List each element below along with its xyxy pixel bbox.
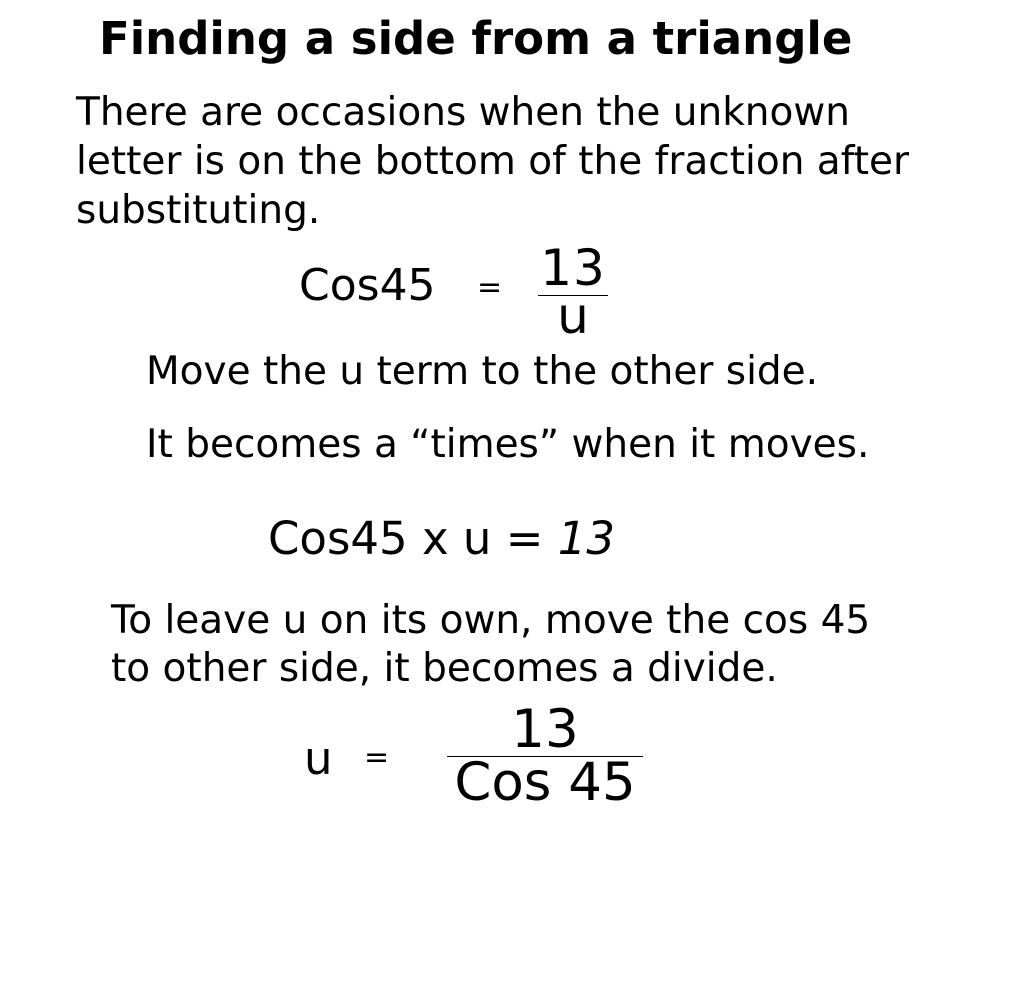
leave-paragraph [111, 597, 991, 693]
equation2 [268, 512, 615, 566]
step-times-text: It becomes a “times” when it moves. [146, 422, 870, 467]
page-title: Finding a side from a triangle [99, 12, 853, 65]
equation3-fraction [447, 699, 643, 813]
equation1-fraction [538, 239, 608, 345]
equation1-equals-sign: = [477, 270, 503, 305]
leave-line: To leave u on its own, move the cos 45 [111, 598, 871, 643]
leave-line: to other side, it becomes a divide. [111, 646, 778, 691]
equation3-numerator: 13 [511, 699, 579, 760]
equation1-numerator: 13 [540, 239, 606, 297]
intro-line: letter is on the bottom of the fraction after [76, 139, 910, 184]
equation1-lhs: Cos45 [299, 260, 436, 311]
equation2-rhs: 13 [557, 512, 616, 565]
equation3-lhs: u [304, 732, 333, 785]
equation2-lhs: Cos45 x u = [268, 512, 544, 565]
equation3-equals-sign: = [364, 740, 390, 775]
step-move-text: Move the u term to the other side. [146, 349, 819, 394]
equation3-denominator: Cos 45 [454, 752, 636, 813]
intro-paragraph [76, 88, 996, 235]
intro-line: There are occasions when the unknown [76, 90, 851, 135]
equation1-denominator: u [557, 287, 589, 345]
intro-line: substituting. [76, 188, 321, 233]
